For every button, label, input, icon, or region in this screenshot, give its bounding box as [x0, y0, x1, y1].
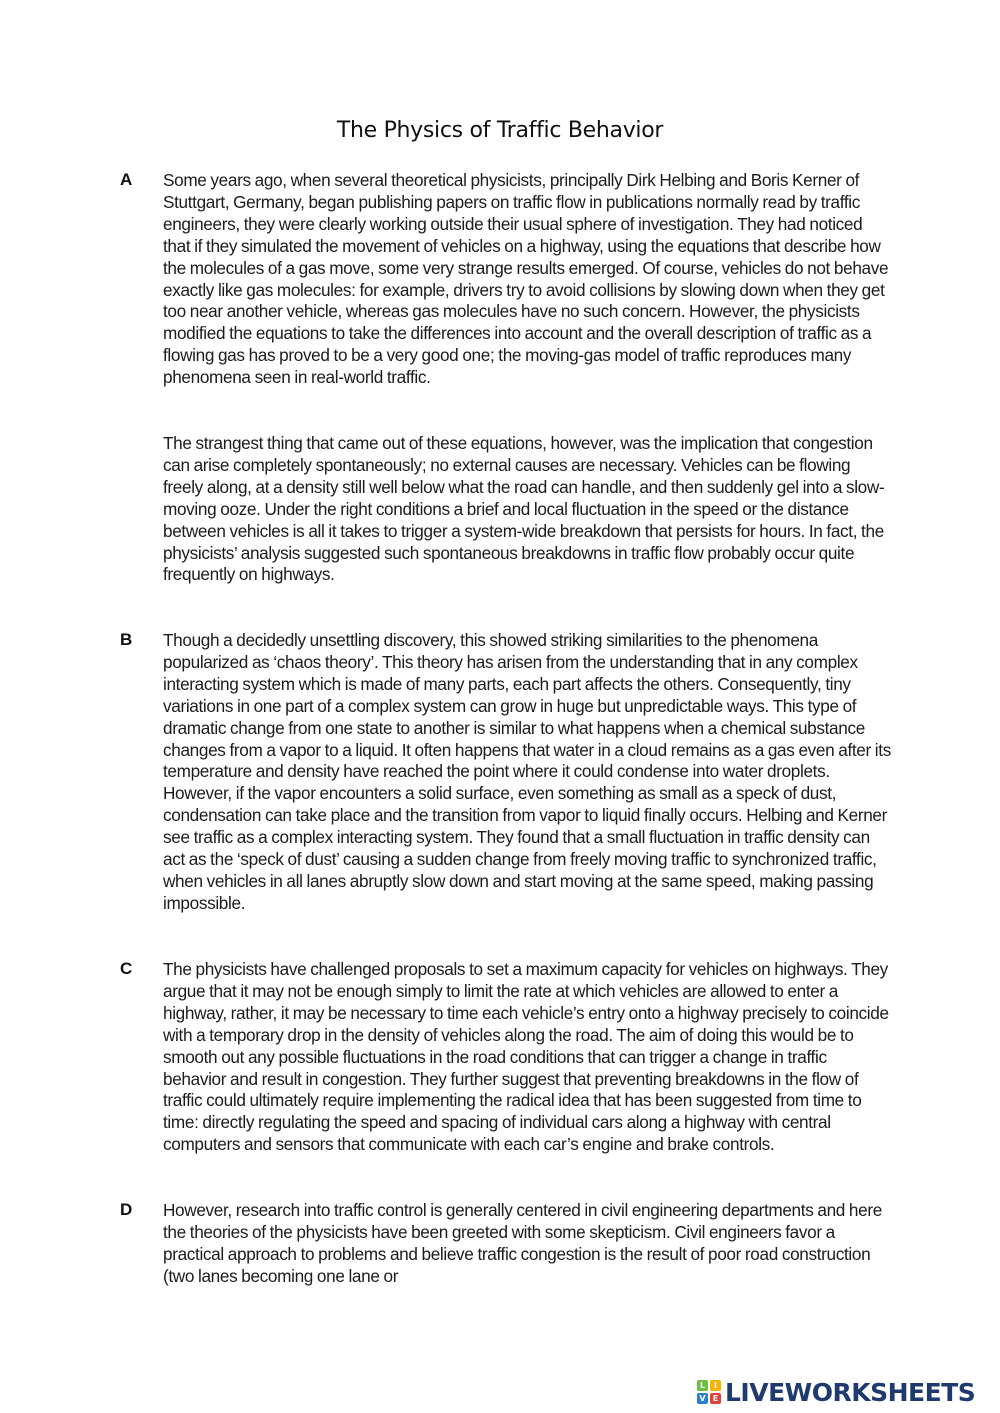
logo-cell-v: V	[697, 1393, 708, 1404]
paragraph: The strangest thing that came out of these equations, however, was the implication that congestion can arise completely spontaneously; no external causes are necessary. Vehicles can be flowing freely along, at a density still well below what the road can handle, and then suddenly gel into a slow-moving ooze. Under the right conditions a brief and local fluctuation in the speed or the distance between vehicles is all it takes to trigger a system-wide breakdown that persists for hours. In fact, the physicists’ analysis suggested such spontaneous breakdowns in traffic flow probably occur quite frequently on highways.	[163, 433, 885, 585]
document-title: The Physics of Traffic Behavior	[336, 118, 664, 143]
paragraph: The physicists have challenged proposals to set a maximum capacity for vehicles on highways. They argue that it may not be enough simply to limit the rate at which vehicles are allowed to enter a highway, rather, it may be necessary to time each vehicle’s entry onto a highway precisely to coincide with a temporary drop in the density of vehicles along the road. The aim of doing this would be to smooth out any possible fluctuations in the road conditions that can trigger a change in traffic behavior and result in congestion. They further suggest that preventing breakdowns in the flow of traffic could ultimately require implementing the radical idea that has been suggested from time to time: directly regulating the speed and spacing of individual cars along a highway with central computers and sensors that communicate with each car’s engine and brake controls.	[163, 959, 889, 1155]
paragraph: However, research into traffic control is generally centered in civil engineering departments and here the theories of the physicists have been greeted with some skepticism. Civil engineers favor a practical approach to problems and believe traffic congestion is the result of poor road construction (two lanes becoming one lane or	[163, 1200, 882, 1286]
section-letter: A	[120, 170, 133, 189]
section-letter: C	[120, 959, 133, 978]
logo-cell-e: E	[710, 1393, 721, 1404]
logo-cell-i: I	[710, 1380, 721, 1391]
logo-text: LIVEWORKSHEETS	[725, 1377, 976, 1407]
logo-cell-l: L	[697, 1380, 708, 1391]
paragraph: Some years ago, when several theoretical physicists, principally Dirk Helbing and Boris Kerner of Stuttgart, Germany, began publishing papers on traffic flow in publications normally read by traffic engineers, they were clearly working outside their usual sphere of investigation. They had noticed that if they simulated the movement of vehicles on a highway, using the equations that describe how the molecules of a gas move, some very strange results emerged. Of course, vehicles do not behave exactly like gas molecules: for example, drivers try to avoid collisions by slowing down when they get too near another vehicle, whereas gas molecules have no such concern. However, the physicists modified the equations to take the differences into account and the overall description of traffic as a flowing gas has proved to be a very good one; the moving-gas model of traffic reproduces many phenomena seen in real-world traffic.	[163, 170, 889, 388]
section-letter: B	[120, 630, 133, 649]
live-logo-icon	[697, 1380, 721, 1404]
section-letter: D	[120, 1200, 133, 1219]
paragraph: Though a decidedly unsettling discovery, this showed striking similarities to the phenomena popularized as ‘chaos theory’. This theory has arisen from the understanding that in any complex interacting system which is made of many parts, each part affects the others. Consequently, tiny variations in one part of a complex system can grow in huge but unpredictable ways. This type of dramatic change from one state to another is similar to what happens when a chemical substance changes from a vapor to a liquid. It often happens that water in a cloud remains as a gas even after its temperature and density have reached the point where it could condense into water droplets. However, if the vapor encounters a solid surface, even something as small as a speck of dust, condensation can take place and the transition from vapor to liquid finally occurs. Helbing and Kerner see traffic as a complex interacting system. They found that a small fluctuation in traffic density can act as the ‘speck of dust’ causing a sudden change from freely moving traffic to synchronized traffic, when vehicles in all lanes abruptly slow down and start moving at the same speed, making passing impossible.	[163, 630, 891, 913]
liveworksheets-logo[interactable]	[697, 1379, 975, 1405]
